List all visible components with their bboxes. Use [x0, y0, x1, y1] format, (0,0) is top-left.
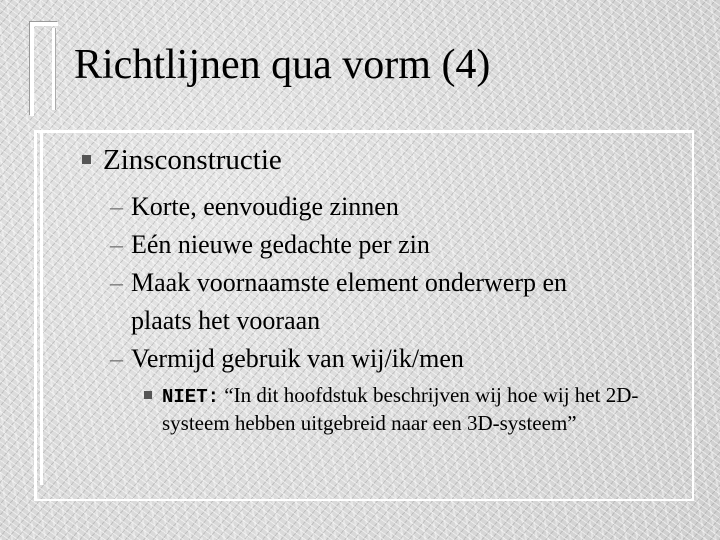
bullet-level1 [82, 144, 282, 177]
dash-bullet-icon: – [110, 192, 123, 221]
bullet-level2-item [110, 340, 651, 378]
dash-bullet-icon: – [110, 230, 123, 259]
bullet-level1-label: Zinsconstructie [103, 144, 282, 176]
dash-bullet-icon: – [110, 268, 123, 297]
dash-bullet-icon: – [110, 344, 123, 373]
example-quote: “In dit hoofdstuk beschrijven wij hoe wij het 2D-systeem hebben uitgebreid naar een 3D-systeem” [162, 383, 639, 435]
bullet-level2-text: Maak voornaamste element onderwerp en plaats het vooraan [131, 268, 568, 335]
bullet-level3-text [162, 382, 667, 436]
bullet-level2-item [110, 264, 621, 340]
bullet-level2-text: Eén nieuwe gedachte per zin [131, 230, 430, 259]
bullet-level2-item [110, 226, 651, 264]
bullet-level2-item [110, 188, 651, 226]
slide-title: Richtlijnen qua vorm (4) [74, 42, 491, 88]
bullet-level3-item [144, 382, 674, 436]
bullet-level2-text: Vermijd gebruik van wij/ik/men [131, 344, 464, 373]
square-bullet-icon [82, 155, 91, 164]
body-line-decoration [40, 130, 43, 485]
title-bracket-line-decoration [52, 28, 55, 110]
niet-label: NIET: [162, 386, 220, 408]
square-bullet-icon [144, 391, 152, 399]
bullet-level2-text: Korte, eenvoudige zinnen [131, 192, 399, 221]
